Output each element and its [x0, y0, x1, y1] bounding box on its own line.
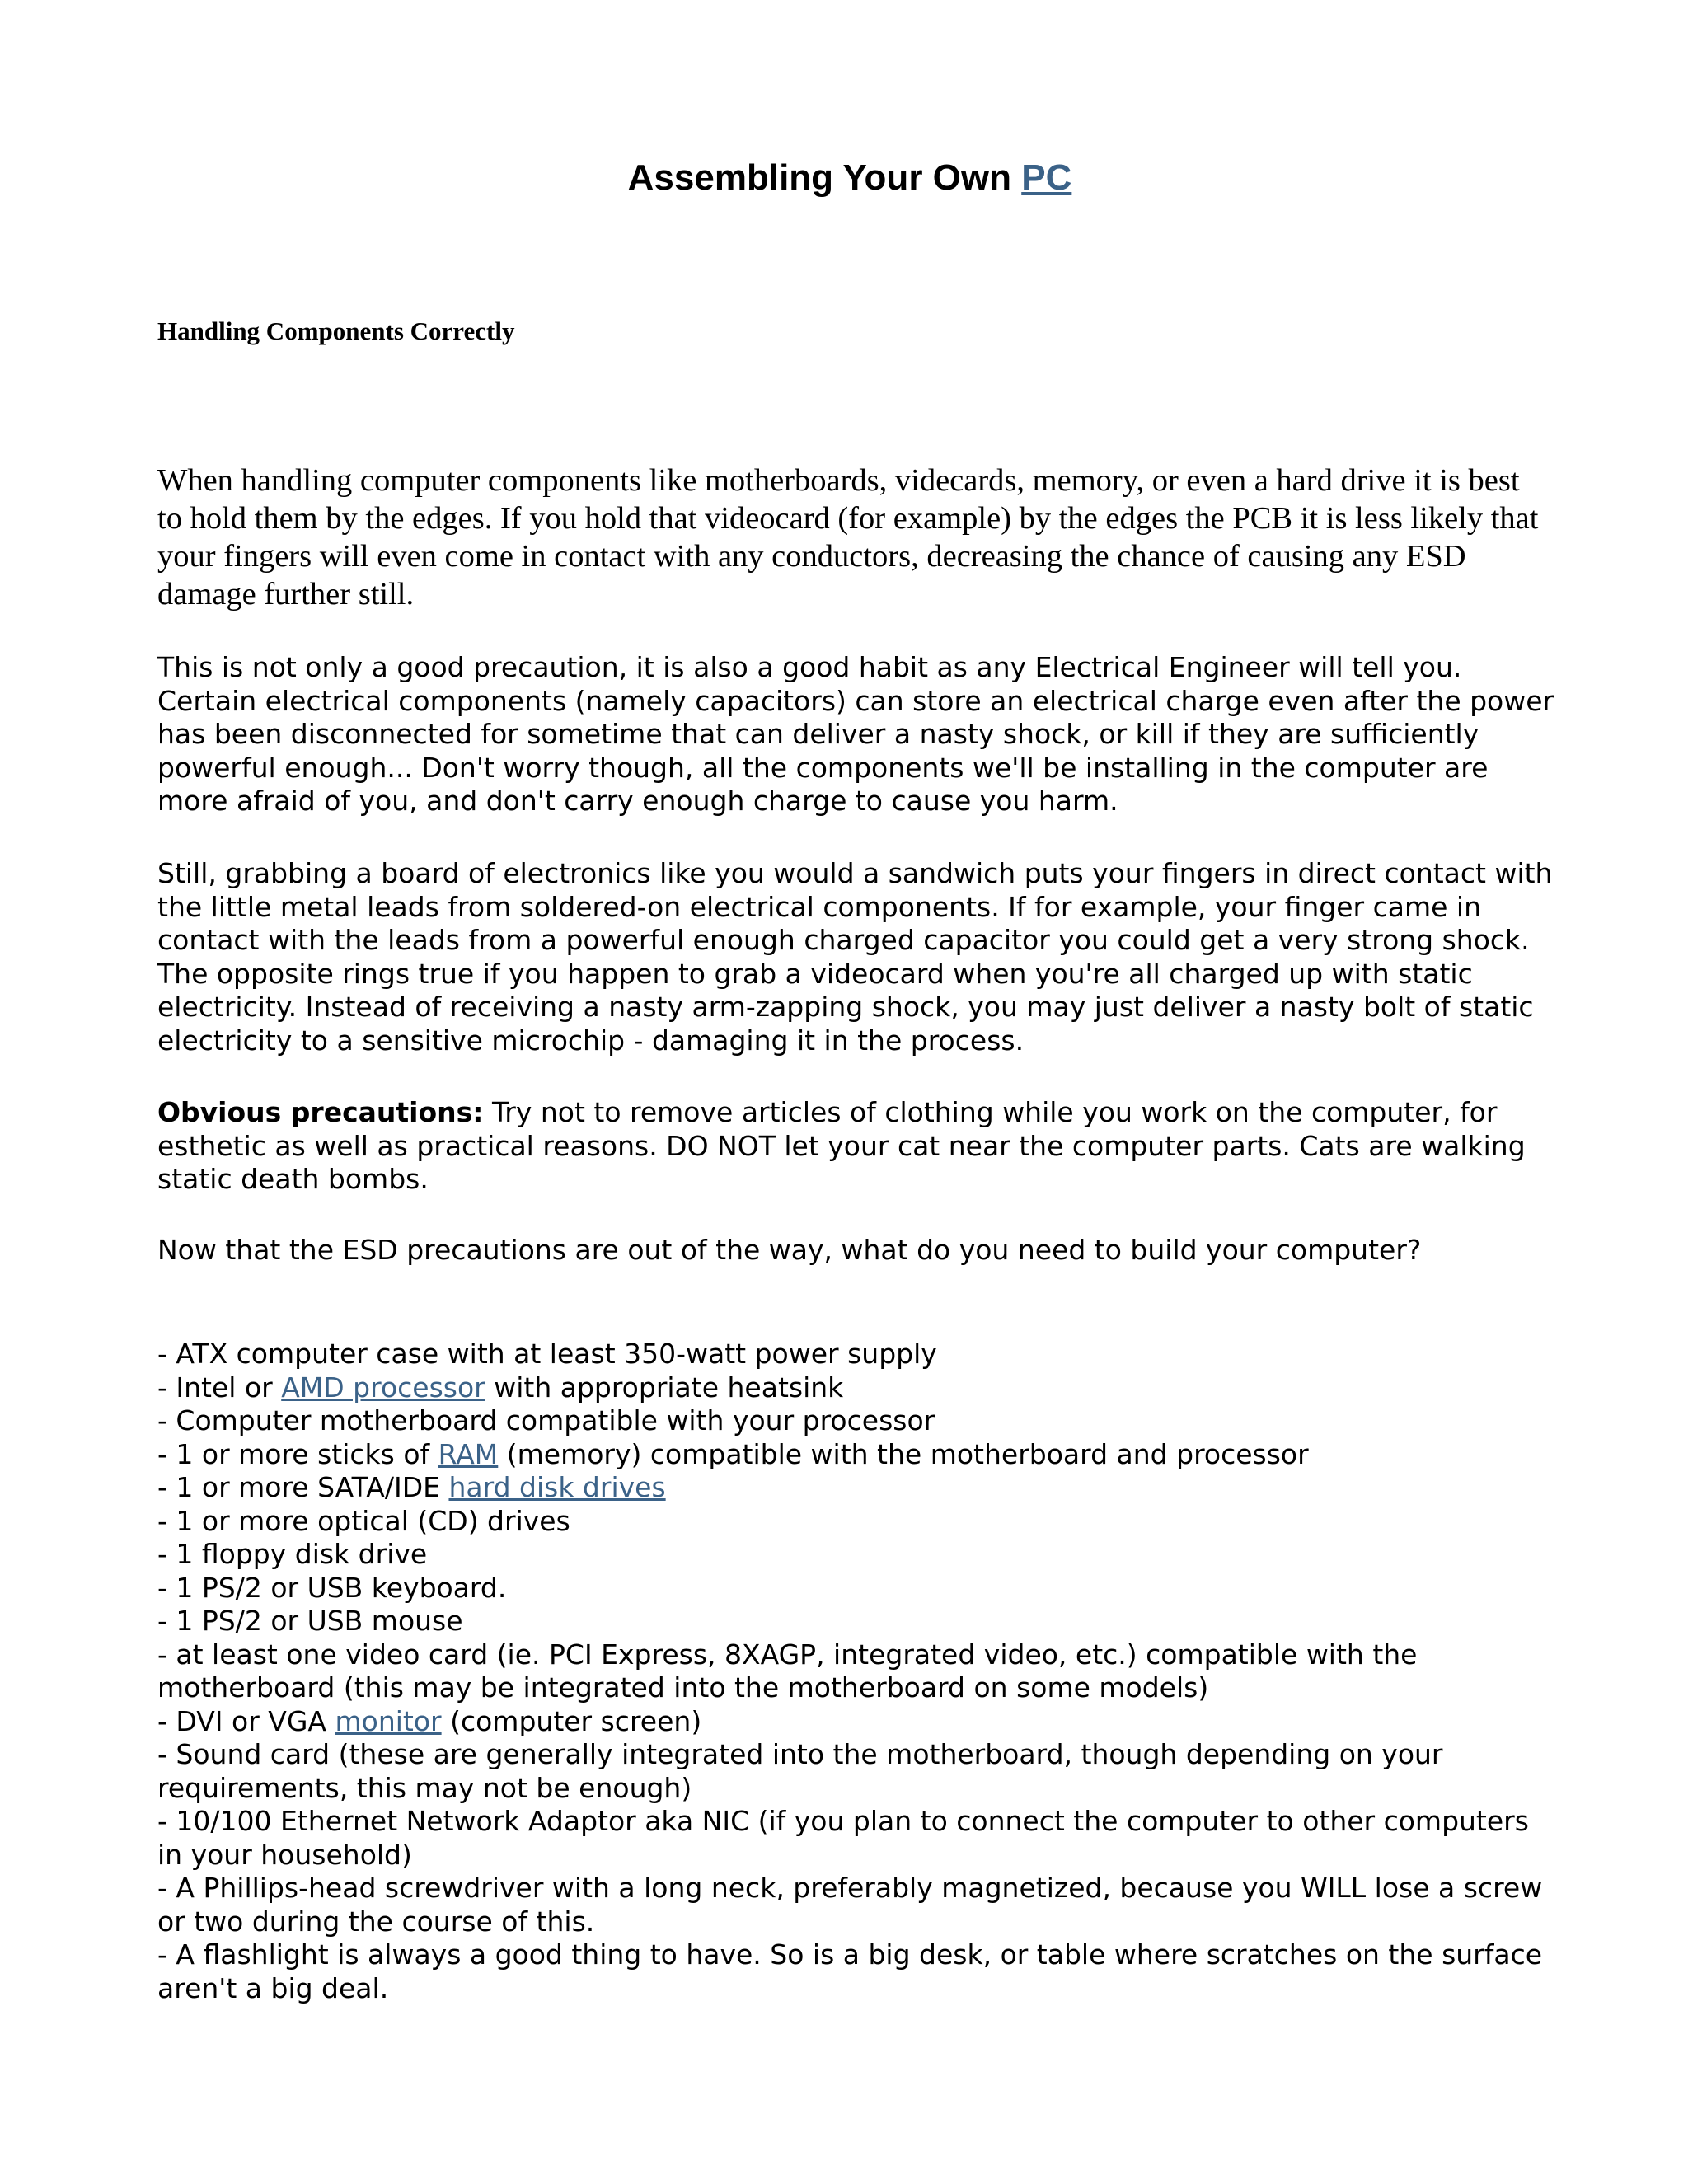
- list-item-video-card: - at least one video card (ie. PCI Express, 8XAGP, integrated video, etc.) compatible with the motherboard (this may be integrated into the motherboard on some models): [157, 1638, 1418, 1704]
- list-item-keyboard: - 1 PS/2 or USB keyboard.: [157, 1571, 507, 1604]
- list-item-optical: - 1 or more optical (CD) drives: [157, 1504, 570, 1537]
- list-item-sound-card: - Sound card (these are generally integrated into the motherboard, though depending on your requirements, this may not be enough): [157, 1738, 1443, 1804]
- page-title: [157, 153, 1542, 203]
- list-item-flashlight: - A flashlight is always a good thing to have. So is a big desk, or table where scratches on the surface aren't a big deal.: [157, 1938, 1543, 2004]
- hdd-prefix: - 1 or more SATA/IDE: [157, 1471, 449, 1503]
- list-item-monitor: [157, 1705, 1559, 1739]
- list-item-mouse: - 1 PS/2 or USB mouse: [157, 1605, 463, 1637]
- monitor-suffix: (computer screen): [441, 1704, 702, 1737]
- ram-link[interactable]: RAM: [438, 1437, 499, 1470]
- list-item-nic: - 10/100 Ethernet Network Adaptor aka NIC (if you plan to connect the computer to other computers in your household): [157, 1805, 1529, 1871]
- processor-prefix: - Intel or: [157, 1371, 282, 1404]
- precaution-paragraph: This is not only a good precaution, it is also a good habit as any Electrical Engineer will tell you. Certain electrical components (namely capacitors) can store an electrical charge even after the power has been disconnected for sometime that can deliver a nasty shock, or kill if they are sufficiently powerful enough... Don't worry though, all the components we'll be installing in the computer are more afraid of you, and don't carry enough charge to cause you harm.: [157, 651, 1554, 817]
- parts-list: [157, 1338, 1559, 2005]
- list-item-hard-disk: [157, 1471, 1559, 1505]
- hard-disk-drives-link[interactable]: hard disk drives: [448, 1471, 666, 1503]
- section-heading: Handling Components Correctly: [157, 316, 515, 345]
- amd-processor-link[interactable]: AMD processor: [281, 1371, 485, 1404]
- precautions-label: Obvious precautions:: [157, 1096, 484, 1128]
- list-item-ram: [157, 1438, 1559, 1472]
- list-item-case: - ATX computer case with at least 350-watt power supply: [157, 1338, 937, 1370]
- monitor-prefix: - DVI or VGA: [157, 1704, 335, 1737]
- ram-prefix: - 1 or more sticks of: [157, 1437, 438, 1470]
- list-item-processor: [157, 1371, 1559, 1405]
- processor-suffix: with appropriate heatsink: [485, 1371, 844, 1404]
- title-text: Assembling Your Own: [627, 157, 1022, 198]
- list-item-motherboard: - Computer motherboard compatible with your processor: [157, 1404, 935, 1436]
- monitor-link[interactable]: monitor: [335, 1704, 442, 1737]
- pc-link[interactable]: PC: [1021, 157, 1072, 198]
- intro-paragraph: When handling computer components like motherboards, videcards, memory, or even a hard drive it is best to hold them by the edges. If you hold that videocard (for example) by the edges the PCB it is less likely that your fingers will even come in contact with any conductors, decreasing the chance of causing any ESD damage further still.: [157, 463, 1539, 612]
- obvious-precautions-paragraph: [157, 1096, 1559, 1197]
- precautions-text: Try not to remove articles of clothing while you work on the computer, for esthetic as well as practical reasons. DO NOT let your cat near the computer parts. Cats are walking static death bombs.: [157, 1096, 1526, 1195]
- ram-suffix: (memory) compatible with the motherboard and processor: [498, 1437, 1309, 1470]
- list-item-screwdriver: - A Phillips-head screwdriver with a long neck, preferably magnetized, because you WILL lose a screw or two during the course of this.: [157, 1872, 1543, 1938]
- question-paragraph: Now that the ESD precautions are out of the way, what do you need to build your computer?: [157, 1234, 1422, 1266]
- list-item-floppy: - 1 floppy disk drive: [157, 1538, 428, 1570]
- static-electricity-paragraph: Still, grabbing a board of electronics like you would a sandwich puts your fingers in direct contact with the little metal leads from soldered-on electrical components. If for example, your finger came in contact with the leads from a powerful enough charged capacitor you could get a very strong shock. The opposite rings true if you happen to grab a videocard when you're all charged up with static electricity. Instead of receiving a nasty arm-zapping shock, you may just deliver a nasty bolt of static electricity to a sensitive microchip - damaging it in the process.: [157, 857, 1553, 1057]
